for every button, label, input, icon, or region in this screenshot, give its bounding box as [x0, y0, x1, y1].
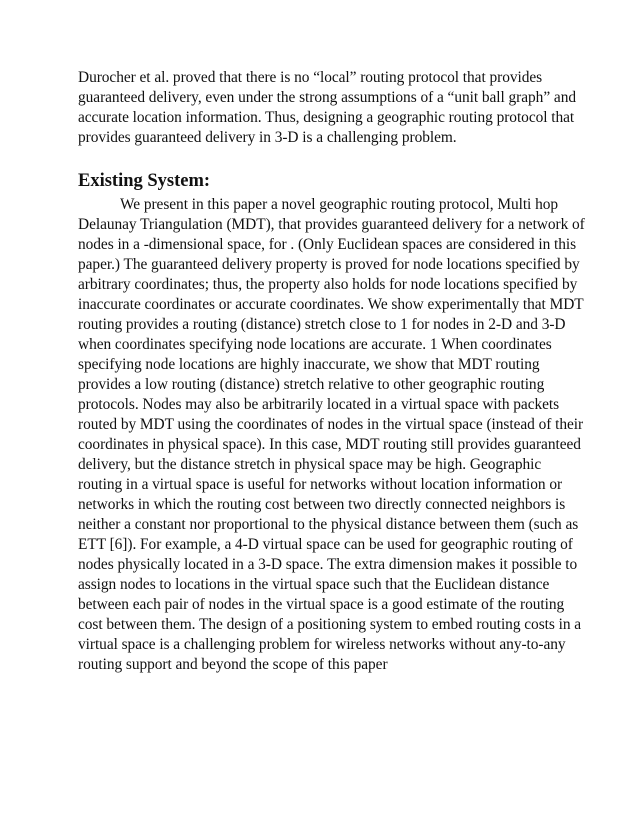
section-line: neither a constant nor proportional to the physical distance between them (such as [78, 516, 579, 533]
section-line: delivery, but the distance stretch in physical space may be high. Geographic [78, 456, 542, 473]
section-line: Delaunay Triangulation (MDT), that provides guaranteed delivery for a network of [78, 216, 585, 233]
section-line: ETT [6]). For example, a 4-D virtual space can be used for geographic routing of [78, 536, 573, 553]
document-page [78, 68, 585, 675]
intro-line: accurate location information. Thus, designing a geographic routing protocol that [78, 109, 575, 126]
section-line: when coordinates specifying node locations are accurate. 1 When coordinates [78, 336, 552, 353]
section-heading: Existing System: [78, 171, 211, 191]
section-line: routing in a virtual space is useful for networks without location information or [78, 476, 563, 493]
section-line: nodes in a -dimensional space, for . (Only Euclidean spaces are considered in this [78, 236, 577, 253]
section-line: arbitrary coordinates; thus, the property also holds for node locations specified by [78, 276, 578, 293]
section-line: coordinates in physical space). In this case, MDT routing still provides guaranteed [78, 436, 581, 453]
section-line: routing support and beyond the scope of this paper [78, 656, 388, 673]
section-line: protocols. Nodes may also be arbitrarily located in a virtual space with packets [78, 396, 560, 413]
section-line: cost between them. The design of a positioning system to embed routing costs in a [78, 616, 582, 633]
section-line: nodes physically located in a 3-D space. The extra dimension makes it possible to [78, 556, 578, 573]
intro-line: guaranteed delivery, even under the strong assumptions of a “unit ball graph” and [78, 89, 576, 106]
section-line: specifying node locations are highly inaccurate, we show that MDT routing [78, 356, 540, 373]
section-line: routing provides a routing (distance) stretch close to 1 for nodes in 2-D and 3-D [78, 316, 566, 333]
intro-paragraph [78, 68, 576, 148]
section-line: We present in this paper a novel geographic routing protocol, Multi hop [120, 196, 559, 213]
section-line: assign nodes to locations in the virtual space such that the Euclidean distance [78, 576, 550, 593]
intro-line: provides guaranteed delivery in 3-D is a challenging problem. [78, 129, 457, 146]
section-line: routed by MDT using the coordinates of nodes in the virtual space (instead of their [78, 416, 584, 433]
section-line: paper.) The guaranteed delivery property is proved for node locations specified by [78, 256, 580, 273]
section-line: networks in which the routing cost between two directly connected neighbors is [78, 496, 566, 513]
section-paragraph [78, 195, 585, 675]
section-line: inaccurate coordinates or accurate coordinates. We show experimentally that MDT [78, 296, 584, 313]
intro-line: Durocher et al. proved that there is no “local” routing protocol that provides [78, 69, 543, 86]
section-line: virtual space is a challenging problem for wireless networks without any-to-any [78, 636, 566, 653]
section-line: between each pair of nodes in the virtual space is a good estimate of the routing [78, 596, 565, 613]
section-line: provides a low routing (distance) stretch relative to other geographic routing [78, 376, 545, 393]
